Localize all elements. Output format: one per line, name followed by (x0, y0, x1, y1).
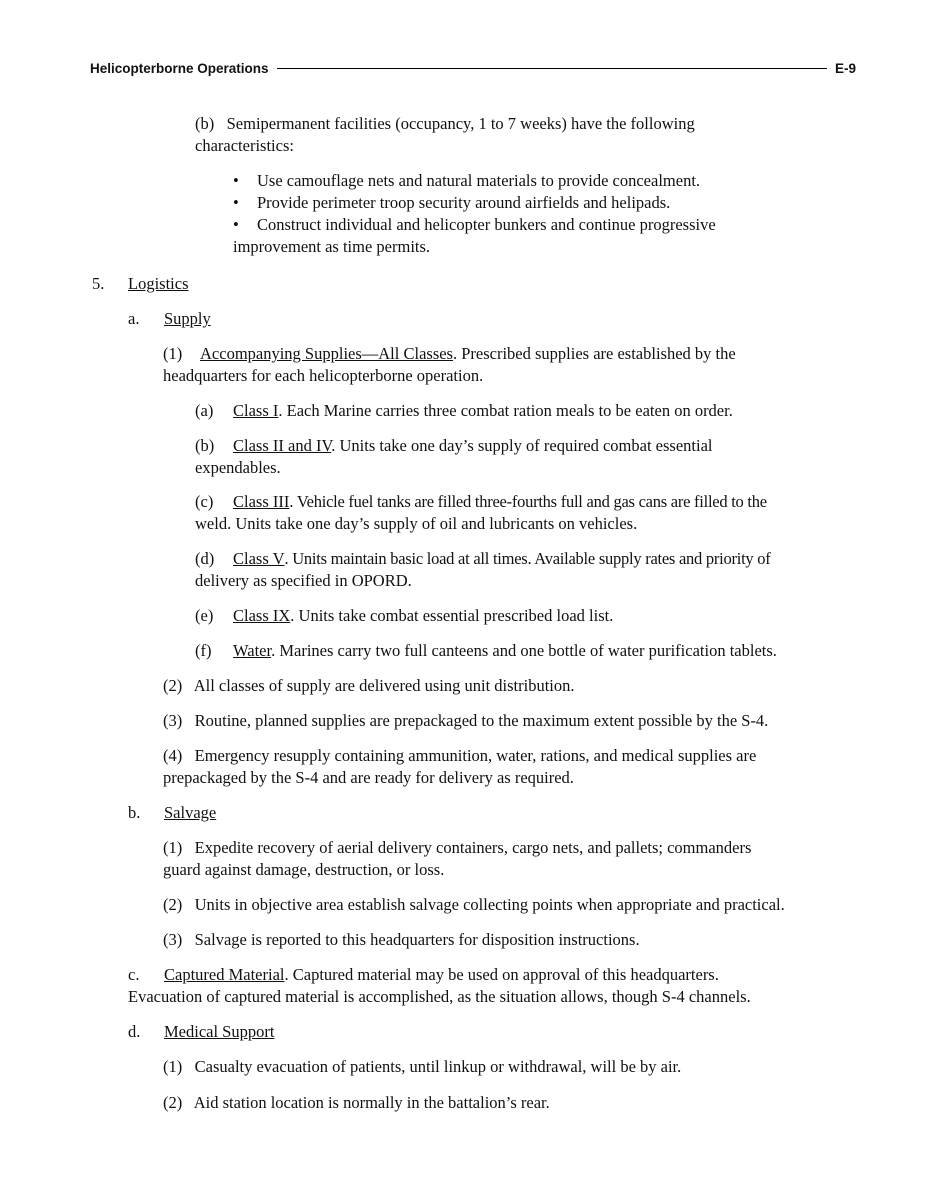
item-title: Water (233, 641, 272, 660)
item-number: (c) (195, 492, 214, 511)
paragraph-continuation: headquarters for each helicopterborne operation. (163, 366, 484, 385)
paragraph-text: . Prescribed supplies are established by the (452, 344, 736, 363)
paragraph-number: (1) (163, 344, 183, 363)
class-item-6 (195, 640, 777, 662)
item-continuation: weld. Units take one day’s supply of oil and lubricants on vehicles. (195, 514, 638, 533)
paragraph-title: Accompanying Supplies—All Classes (200, 344, 453, 363)
running-title: Helicopterborne Operations (90, 60, 269, 76)
accompanying-supplies-paragraph (163, 343, 736, 387)
class-item-3 (195, 491, 767, 535)
semipermanent-line-1: (b) Semipermanent facilities (occupancy, 1 to 7 weeks) have the following (195, 114, 695, 133)
list-item (233, 170, 716, 192)
item-title: Class II and IV (233, 436, 332, 455)
subsection-salvage-heading (128, 802, 216, 824)
bullet-icon: • (233, 193, 239, 212)
bullet-icon: • (233, 171, 239, 190)
item-number: (a) (195, 401, 214, 420)
captured-material-paragraph (128, 964, 751, 1008)
paragraph-continuation: prepackaged by the S-4 and are ready for delivery as required. (163, 768, 574, 787)
supply-paragraph-3: (3) Routine, planned supplies are prepackaged to the maximum extent possible by the S-4. (163, 711, 769, 730)
subsection-letter: d. (128, 1022, 141, 1041)
subsection-title: Medical Support (164, 1022, 275, 1041)
list-item (233, 192, 716, 214)
bullet-text: Use camouflage nets and natural materials to provide concealment. (257, 171, 701, 190)
item-number: (d) (195, 549, 215, 568)
item-continuation: expendables. (195, 458, 281, 477)
item-text: . Units maintain basic load at all times. Available supply rates and priority of (284, 549, 771, 568)
medical-paragraph-1: (1) Casualty evacuation of patients, until linkup or withdrawal, will be by air. (163, 1057, 682, 1076)
subsection-title: Salvage (164, 803, 217, 822)
salvage-paragraph-1 (163, 837, 751, 881)
subsection-medical-heading (128, 1021, 274, 1043)
section-number: 5. (92, 274, 105, 293)
bullet-text: Provide perimeter troop security around airfields and helipads. (257, 193, 671, 212)
item-title: Class V (233, 549, 285, 568)
medical-paragraph-2: (2) Aid station location is normally in the battalion’s rear. (163, 1093, 550, 1112)
subsection-title: Supply (164, 309, 211, 328)
item-text: . Each Marine carries three combat ration meals to be eaten on order. (278, 401, 733, 420)
item-text: . Units take combat essential prescribed load list. (290, 606, 614, 625)
class-item-2 (195, 435, 712, 479)
supply-paragraph-4 (163, 745, 756, 789)
subsection-letter: c. (128, 965, 140, 984)
semipermanent-line-2: characteristics: (195, 136, 294, 155)
section-heading (92, 273, 189, 295)
class-item-4 (195, 548, 771, 592)
salvage-paragraph-3: (3) Salvage is reported to this headquarters for disposition instructions. (163, 930, 640, 949)
list-item (233, 214, 716, 236)
item-continuation: delivery as specified in OPORD. (195, 571, 412, 590)
item-number: (f) (195, 641, 212, 660)
item-number: (b) (195, 436, 215, 455)
paragraph-line: (4) Emergency resupply containing ammunition, water, rations, and medical supplies are (163, 746, 757, 765)
class-item-1 (195, 400, 733, 422)
subsection-letter: b. (128, 803, 141, 822)
subsection-supply-heading (128, 308, 211, 330)
bullet-list (233, 170, 716, 258)
section-title: Logistics (128, 274, 189, 293)
salvage-paragraph-2: (2) Units in objective area establish salvage collecting points when appropriate and practical. (163, 895, 785, 914)
subsection-title: Captured Material (164, 965, 285, 984)
supply-paragraph-2: (2) All classes of supply are delivered using unit distribution. (163, 676, 575, 695)
paragraph-line: (1) Expedite recovery of aerial delivery containers, cargo nets, and pallets; commanders (163, 838, 752, 857)
item-title: Class III (233, 492, 290, 511)
item-title: Class IX (233, 606, 291, 625)
paragraph-continuation: Evacuation of captured material is accomplished, as the situation allows, though S-4 channels. (128, 987, 751, 1006)
item-number: (e) (195, 606, 214, 625)
item-text: . Marines carry two full canteens and one bottle of water purification tablets. (271, 641, 777, 660)
paragraph-text: . Captured material may be used on approval of this headquarters. (284, 965, 719, 984)
class-item-5 (195, 605, 613, 627)
bullet-text: Construct individual and helicopter bunkers and continue progressive (257, 215, 716, 234)
bullet-continuation: improvement as time permits. (233, 237, 431, 256)
page-header (90, 57, 856, 79)
paragraph-continuation: guard against damage, destruction, or loss. (163, 860, 445, 879)
page-number: E-9 (834, 60, 856, 76)
semipermanent-paragraph (195, 113, 695, 157)
item-text: . Units take one day’s supply of required combat essential (331, 436, 713, 455)
header-rule (277, 68, 827, 69)
subsection-letter: a. (128, 309, 140, 328)
item-text: . Vehicle fuel tanks are filled three-fourths full and gas cans are filled to the (289, 492, 767, 511)
item-title: Class I (233, 401, 279, 420)
bullet-icon: • (233, 215, 239, 234)
